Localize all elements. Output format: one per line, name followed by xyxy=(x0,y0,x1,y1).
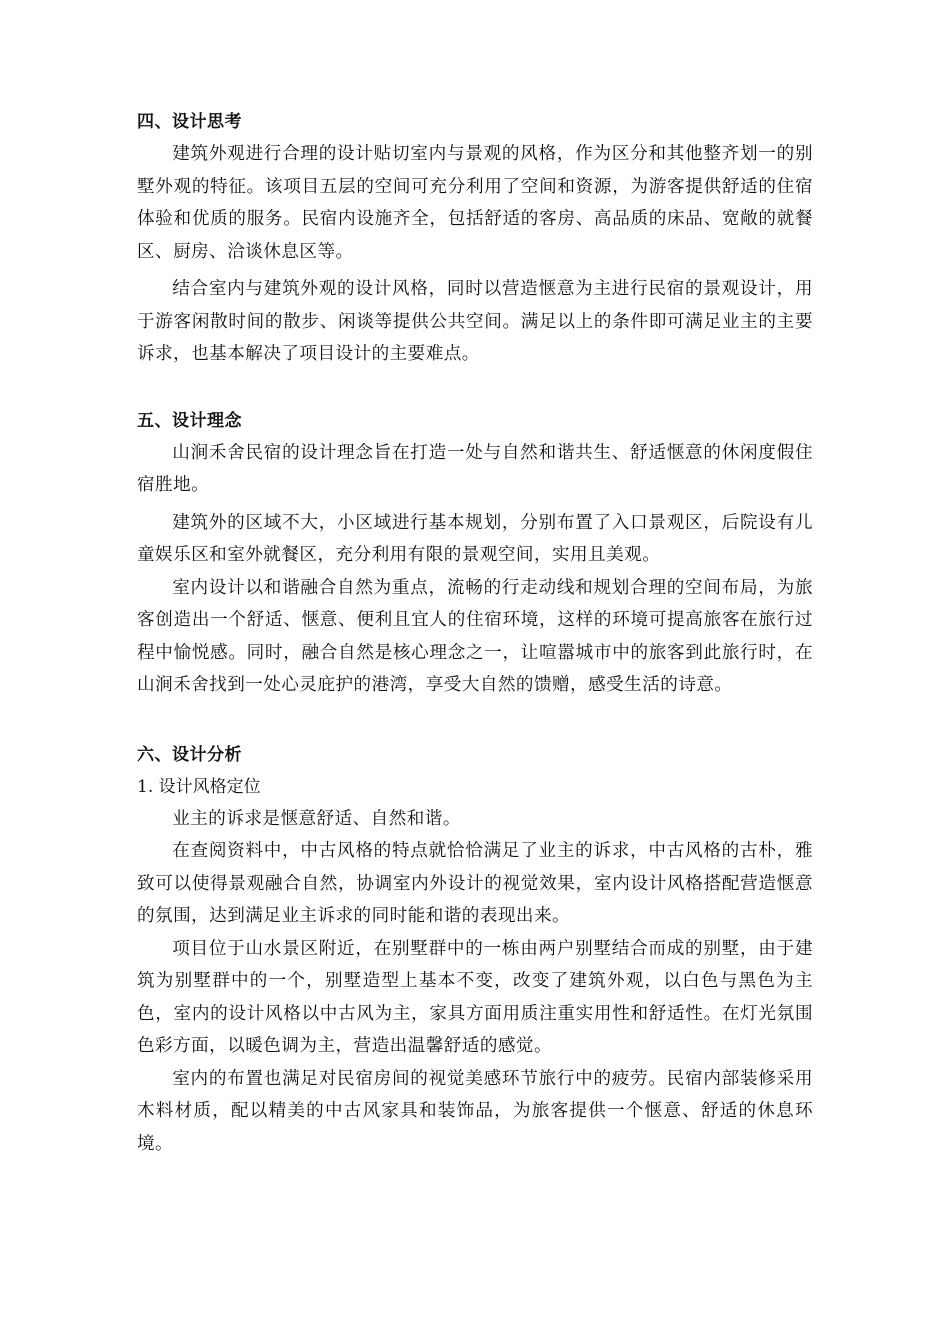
paragraph: 建筑外的区域不大，小区域进行基本规划，分别布置了入口景观区，后院设有儿童娱乐区和室外就餐区，充分利用有限的景观空间，实用且美观。 xyxy=(137,512,813,565)
subsection-heading-style-positioning: 1. 设计风格定位 xyxy=(137,776,261,797)
section-heading-design-analysis: 六、设计分析 xyxy=(137,744,242,765)
paragraph: 业主的诉求是惬意舒适、自然和谐。 xyxy=(172,808,461,829)
paragraph: 室内设计以和谐融合自然为重点，流畅的行走动线和规划合理的空间布局，为旅客创造出一个舒适、惬意、便利且宜人的住宿环境，这样的环境可提高旅客在旅行过程中愉悦感。同时，融合自然是核心理念之一，让喧嚣城市中的旅客到此旅行时，在山涧禾舍找到一处心灵庇护的港湾，享受大自然的馈赠，感受生活的诗意。 xyxy=(137,577,813,695)
paragraph: 结合室内与建筑外观的设计风格，同时以营造惬意为主进行民宿的景观设计，用于游客闲散时间的散步、闲谈等提供公共空间。满足以上的条件即可满足业主的主要诉求，也基本解决了项目设计的主要难点。 xyxy=(137,279,813,364)
document-body xyxy=(137,106,813,1160)
paragraph: 在查阅资料中，中古风格的特点就恰恰满足了业主的诉求，中古风格的古朴，雅致可以使得景观融合自然，协调室内外设计的视觉效果，室内设计风格搭配营造惬意的氛围，达到满足业主诉求的同时能和谐的表现出来。 xyxy=(137,841,813,926)
section-heading-design-concept: 五、设计理念 xyxy=(137,410,242,431)
section-heading-design-thinking: 四、设计思考 xyxy=(137,112,242,132)
paragraph: 室内的布置也满足对民宿房间的视觉美感环节旅行中的疲劳。民宿内部装修采用木料材质，配以精美的中古风家具和装饰品，为旅客提供一个惬意、舒适的休息环境。 xyxy=(137,1068,813,1154)
paragraph: 项目位于山水景区附近，在别墅群中的一栋由两户别墅结合而成的别墅，由于建筑为别墅群中的一个，别墅造型上基本不变，改变了建筑外观，以白色与黑色为主色，室内的设计风格以中古风为主，家具方面用质注重实用性和舒适性。在灯光氛围色彩方面，以暖色调为主，营造出温馨舒适的感觉。 xyxy=(137,938,813,1056)
paragraph: 建筑外观进行合理的设计贴切室内与景观的风格，作为区分和其他整齐划一的别墅外观的特征。该项目五层的空间可充分利用了空间和资源，为游客提供舒适的住宿体验和优质的服务。民宿内设施齐全，包括舒适的客房、高品质的床品、宽敞的就餐区、厨房、洽谈休息区等。 xyxy=(137,144,813,262)
paragraph: 山涧禾舍民宿的设计理念旨在打造一处与自然和谐共生、舒适惬意的休闲度假住宿胜地。 xyxy=(137,442,813,495)
